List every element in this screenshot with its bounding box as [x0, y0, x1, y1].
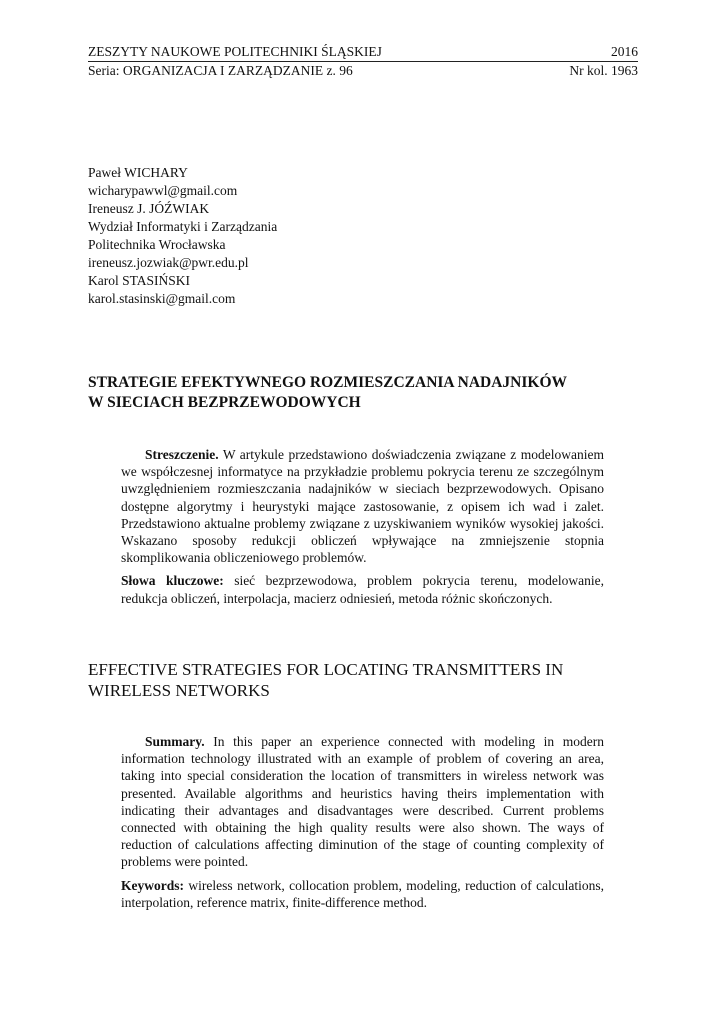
keywords-english-label: Keywords: — [121, 877, 184, 893]
keywords-polish-text: sieć bezprzewodowa, problem pokrycia terenu, modelowanie, redukcja obliczeń, interpolacja, macierz odniesień, metoda różnic skończonych. — [121, 573, 605, 606]
title-polish — [88, 373, 648, 413]
header-row-journal — [88, 43, 638, 62]
abstract-english — [121, 733, 604, 911]
journal-year: 2016 — [611, 44, 638, 59]
abstract-english-label: Summary. — [145, 734, 205, 749]
header-row-series — [88, 62, 638, 79]
author-email: ireneusz.jozwiak@pwr.edu.pl — [88, 255, 249, 270]
author-email: karol.stasinski@gmail.com — [88, 291, 236, 306]
abstract-polish-label: Streszczenie. — [145, 447, 219, 462]
author-affiliation: Politechnika Wrocławska — [88, 237, 226, 252]
title-english-line-1: EFFECTIVE STRATEGIES FOR LOCATING TRANSMITTERS IN — [88, 660, 564, 679]
title-polish-line-2: W SIECIACH BEZPRZEWODOWYCH — [88, 394, 361, 411]
authors-block — [88, 164, 277, 308]
keywords-english-paragraph — [121, 877, 604, 911]
author-email: wicharypawwl@gmail.com — [88, 183, 238, 198]
journal-header — [88, 43, 638, 79]
keywords-polish-label: Słowa kluczowe: — [121, 573, 224, 589]
author-name: Paweł WICHARY — [88, 165, 188, 180]
abstract-polish-paragraph — [121, 446, 604, 566]
journal-name: ZESZYTY NAUKOWE POLITECHNIKI ŚLĄSKIEJ — [88, 44, 382, 59]
keywords-english-text: wireless network, collocation problem, modeling, reduction of calculations, interpolation, reference matrix, finite-difference method. — [121, 877, 604, 910]
keywords-polish-paragraph — [121, 572, 604, 606]
title-polish-line-1: STRATEGIE EFEKTYWNEGO ROZMIESZCZANIA NADAJNIKÓW — [88, 374, 568, 391]
journal-series: Seria: ORGANIZACJA I ZARZĄDZANIE z. 96 — [88, 63, 353, 78]
author-name: Ireneusz J. JÓŹWIAK — [88, 201, 210, 216]
abstract-polish — [121, 446, 604, 607]
title-english-line-2: WIRELESS NETWORKS — [88, 681, 270, 700]
abstract-english-text: In this paper an experience connected with modeling in modern information technology illustrated with an example of problem of covering an area, taking into special consideration the location of transmitters in wireless network was presented. Available algorithms and heuristics having theirs implementation with indicating their advantages and disadvantages were described. Current problems connected with obtaining the high quality results were also shown. The ways of reduction of calculations affecting diminution of the stage of counting complexity of problems were pointed. — [121, 734, 605, 870]
journal-number: Nr kol. 1963 — [569, 63, 638, 78]
title-english — [88, 659, 648, 701]
abstract-english-paragraph — [121, 733, 604, 871]
author-affiliation: Wydział Informatyki i Zarządzania — [88, 219, 278, 234]
author-name: Karol STASIŃSKI — [88, 273, 191, 288]
abstract-polish-text: W artykule przedstawiono doświadczenia związane z modelowaniem we współczesnej informatyce na przykładzie problemu pokrycia terenu ze szczególnym uwzględnieniem rozmieszczania nadajników w sieciach bezprzewodowych. Opisano dostępne algorytmy i heurystyki mające zastosowanie, z opisem ich wad i zalet. Przedstawiono aktualne problemy związane z uzyskiwaniem wyników wysokiej jakości. Wskazano sposoby redukcji obliczeń wpływające na zmniejszenie stopnia skomplikowania obliczeniowego problemów. — [121, 447, 604, 566]
